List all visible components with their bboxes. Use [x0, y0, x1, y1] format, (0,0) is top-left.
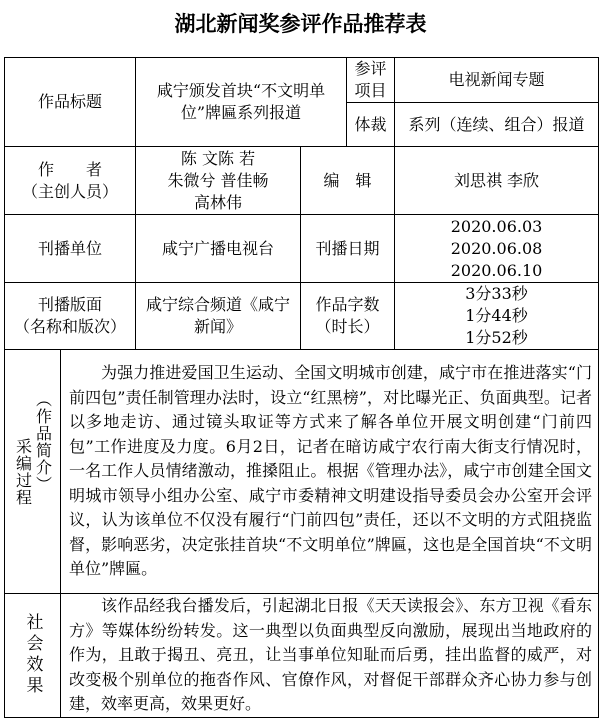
length-label	[301, 283, 395, 350]
author-label-line2: （主创人员）	[22, 181, 119, 201]
effect-label-text: 社会效果	[22, 613, 43, 698]
length-2: 1分44秒	[465, 306, 528, 325]
author-names-line2: 朱微兮 普佳畅	[167, 170, 269, 190]
process-label-inner: （作品简介）	[33, 390, 53, 493]
layout-value: 咸宁综合频道《咸宁新闻》	[136, 283, 301, 350]
length-label-line2: （时长）	[315, 317, 380, 336]
publish-date-1: 2020.06.03	[450, 216, 543, 236]
publish-date-value	[395, 215, 599, 283]
author-label	[5, 147, 136, 215]
publisher-value: 咸宁广播电视台	[136, 215, 301, 283]
page-title: 湖北新闻奖参评作品推荐表	[174, 12, 427, 36]
recommendation-form-table	[4, 57, 599, 718]
process-label	[5, 350, 61, 594]
effect-label	[5, 594, 61, 718]
work-title-value: 咸宁颁发首块“不文明单位”牌匾系列报道	[136, 58, 347, 147]
author-label-line1: 作 者	[38, 159, 103, 179]
publish-date-label: 刊播日期	[301, 215, 395, 283]
publisher-label: 刊播单位	[5, 215, 136, 283]
length-label-line1: 作品字数	[315, 295, 380, 314]
editor-value: 刘思祺 李欣	[395, 147, 599, 215]
category-label	[347, 58, 395, 103]
author-names-line1: 陈 文陈 若	[180, 148, 256, 168]
genre-value: 系列（连续、组合）报道	[395, 103, 599, 147]
category-label-line2: 项目	[354, 81, 387, 100]
layout-label	[5, 283, 136, 350]
genre-label: 体裁	[347, 103, 395, 147]
layout-label-line2: （名称和版次）	[14, 317, 127, 336]
length-1: 3分33秒	[465, 284, 528, 303]
process-text: 为强力推进爱国卫生运动、全国文明城市创建，咸宁市在推进落实“门前四包”责任制管理办法时，设立“红黑榜”，对比曝光正、负面典型。记者以多地走访、通过镜头取证等方式来了解各单位开展文明创建“门前四包”工作进度及力度。6月2日，记者在暗访咸宁农行南大街支行情况时，一名工作人员情绪激动，推搡阻止。根据《管理办法》，咸宁市创建全国文明城市领导小组办公室、咸宁市委精神文明建设指导委员会办公室开会评议，认为该单位不仅没有履行“门前四包”责任，还以不文明的方式阻挠监督，影响恶劣，决定张挂首块“不文明单位”牌匾，这也是全国首块“不文明单位”牌匾。	[61, 350, 599, 594]
length-3: 1分52秒	[465, 328, 528, 347]
author-names	[136, 147, 301, 215]
category-label-line1: 参评	[354, 59, 387, 78]
process-label-outer: 采编过程	[13, 437, 33, 506]
editor-label: 编 辑	[301, 147, 395, 215]
work-title-label: 作品标题	[5, 58, 136, 147]
length-value	[395, 283, 599, 350]
layout-label-line1: 刊播版面	[38, 295, 103, 314]
author-names-line3: 高林伟	[194, 192, 243, 212]
publish-date-2: 2020.06.08	[450, 238, 543, 258]
effect-text: 该作品经我台播发后，引起湖北日报《天天读报会》、东方卫视《看东方》等媒体纷纷转发。这一典型以负面典型反向激励，展现出当地政府的作为，且敢于揭丑、亮丑，让当事单位知耻而后勇，挂出监督的威严，对改变极个别单位的拖沓作风、官僚作风，对督促干部群众齐心协力参与创建，效率更高，效果更好。	[61, 594, 599, 718]
category-value: 电视新闻专题	[395, 58, 599, 103]
publish-date-3: 2020.06.10	[450, 260, 543, 280]
